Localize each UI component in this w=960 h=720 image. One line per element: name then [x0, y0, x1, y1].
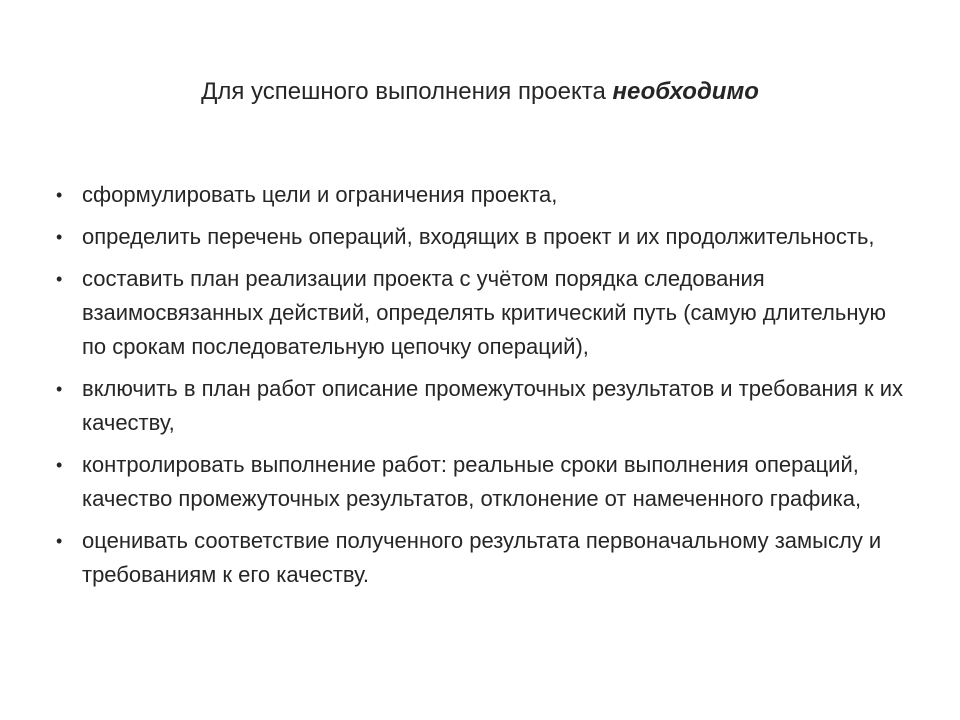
bullet-list: [56, 178, 906, 600]
bullet-text: контролировать выполнение работ: реальные сроки выполнения операций, качество промежуточных результатов, отклонение от намеченного графика,: [82, 452, 862, 511]
bullet-icon: •: [56, 455, 63, 475]
bullet-text: составить план реализации проекта с учётом порядка следования взаимосвязанных действий, определять критический путь (самую длительную по срокам последовательную цепочку операций),: [82, 266, 886, 359]
slide-title-text: Для успешного выполнения проекта: [201, 78, 613, 105]
bullet-item-2: [56, 220, 906, 254]
bullet-text: оценивать соответствие полученного результата первоначальному замыслу и требованиям к его качеству.: [82, 528, 882, 587]
bullet-item-4: [56, 372, 906, 440]
bullet-item-1: [56, 178, 906, 212]
bullet-item-3: [56, 262, 906, 364]
bullet-icon: •: [56, 531, 63, 551]
bullet-text: определить перечень операций, входящих в проект и их продолжительность,: [82, 224, 875, 249]
bullet-item-5: [56, 448, 906, 516]
bullet-icon: •: [56, 227, 63, 247]
bullet-icon: •: [56, 185, 63, 205]
slide-title-emphasis: необходимо: [612, 78, 759, 105]
bullet-icon: •: [56, 379, 63, 399]
slide-title: [0, 74, 960, 110]
bullet-text: сформулировать цели и ограничения проекта,: [82, 182, 558, 207]
bullet-icon: •: [56, 269, 63, 289]
bullet-text: включить в план работ описание промежуточных результатов и требования к их качеству,: [82, 376, 903, 435]
bullet-item-6: [56, 524, 906, 592]
